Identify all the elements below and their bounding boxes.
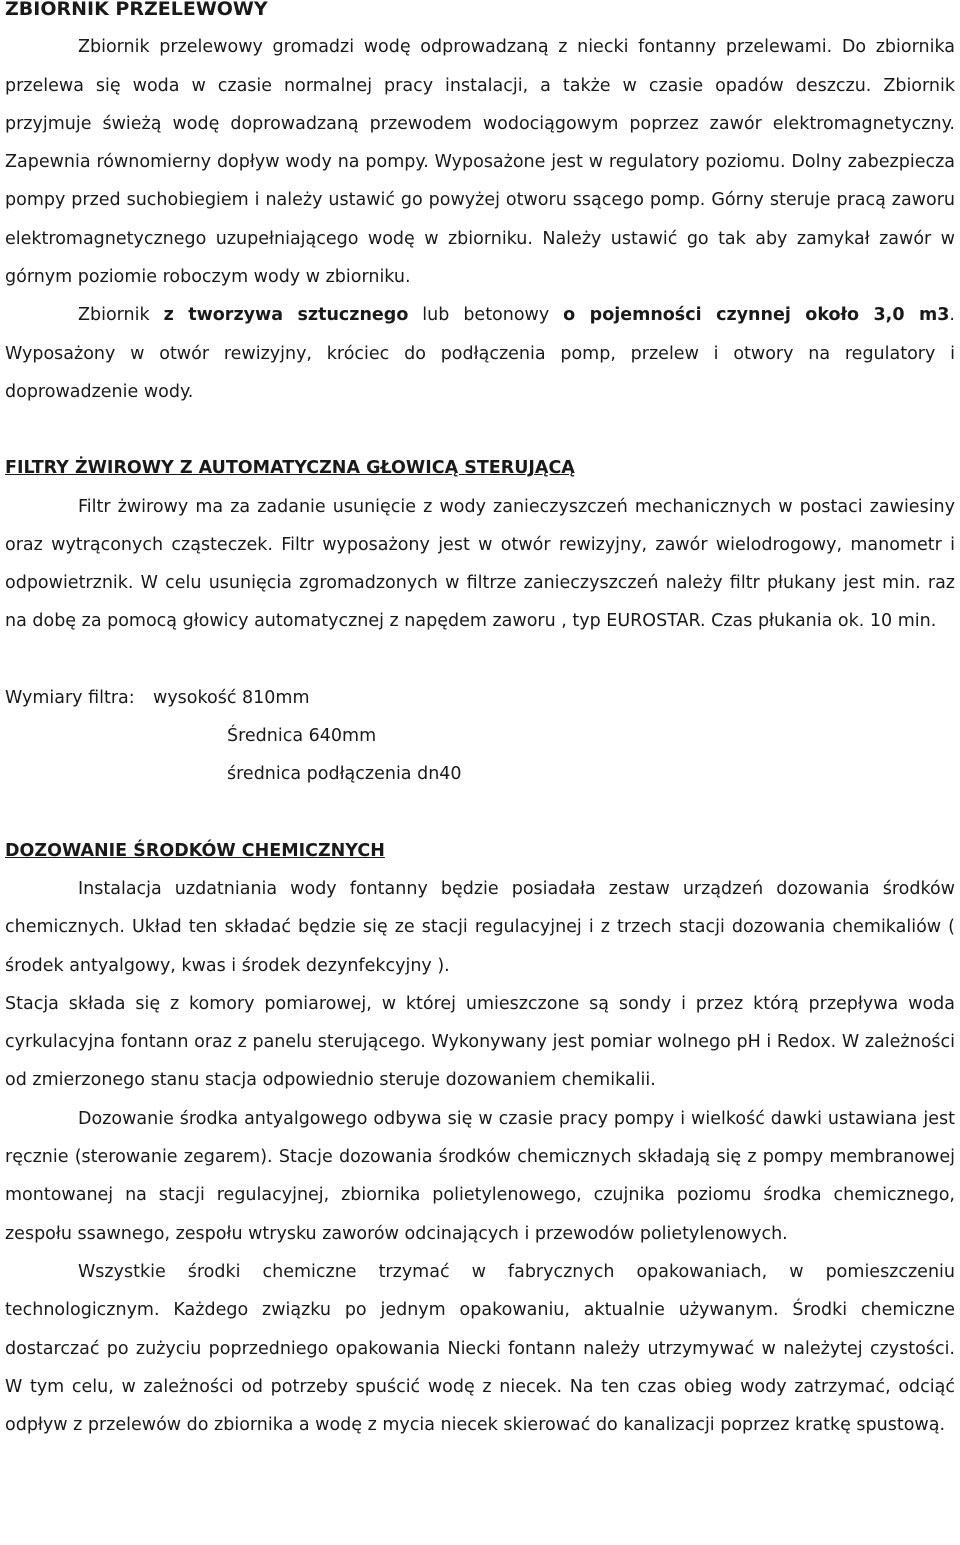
dimension-height: wysokość 810mm <box>153 687 310 708</box>
bold-capacity: o pojemności czynnej około 3,0 m3 <box>563 305 950 326</box>
dimension-row-diameter <box>5 717 955 755</box>
dimension-row-height <box>5 679 955 717</box>
paragraph-dozowanie-4: Wszystkie środki chemiczne trzymać w fabrycznych opakowaniach, w pomieszczeniu technologicznym. Każdego związku po jednym opakowaniu, aktualnie używanym. Środki chemiczne dostarczać po zużyciu poprzedniego opakowania Niecki fontann należy utrzymywać w należytej czystości. W tym celu, w zależności od potrzeby spuścić wodę z niecek. Na ten czas obieg wody zatrzymać, odciąć odpływ z przelewów do zbiornika a wodę z mycia niecek skierować do kanalizacji poprzez kratkę spustową. <box>5 1261 955 1436</box>
text-span: Zbiornik <box>78 305 164 326</box>
dimension-connection: średnica podłączenia dn40 <box>227 764 462 785</box>
dimensions-label: Wymiary filtra: <box>5 687 135 708</box>
paragraph-dozowanie-3: Dozowanie środka antyalgowego odbywa się w czasie pracy pompy i wielkość dawki ustawiana jest ręcznie (sterowanie zegarem). Stacje dozowania środków chemicznych składają się z pompy membranowej montowanej na stacji regulacyjnej, zbiornika polietylenowego, czujnika poziomu środka chemicznego, zespołu ssawnego, zespołu wtrysku zaworów odcinających i przewodów polietylenowych. <box>5 1108 955 1244</box>
spacer <box>5 794 955 832</box>
paragraph-zbiornik-1: Zbiornik przelewowy gromadzi wodę odprowadzaną z niecki fontanny przelewami. Do zbiornika przelewa się woda w czasie normalnej pracy instalacji, a także w czasie opadów deszczu. Zbiornik przyjmuje świeżą wodę doprowadzaną przewodem wodociągowym poprzez zawór elektromagnetyczny. Zapewnia równomierny dopływ wody na pompy. Wyposażone jest w regulatory poziomu. Dolny zabezpiecza pompy przed suchobiegiem i należy ustawić go powyżej otworu ssącego pomp. Górny steruje pracą zaworu elektromagnetycznego uzupełniającego wodę w zbiorniku. Należy ustawić go tak aby zamykał zawór w górnym poziomie roboczym wody w zbiorniku. <box>5 37 955 288</box>
text-span: lub betonowy <box>408 305 564 326</box>
paragraph-filtry-1: Filtr żwirowy ma za zadanie usunięcie z wody zanieczyszczeń mechanicznych w postaci zawiesiny oraz wytrąconych cząsteczek. Filtr wyposażony jest w otwór rewizyjny, zawór wielodrogowy, manometr i odpowietrznik. W celu usunięcia zgromadzonych w filtrze zanieczyszczeń należy filtr płukany jest min. raz na dobę za pomocą głowicy automatycznej z napędem zaworu , typ EUROSTAR. Czas płukania ok. 10 min. <box>5 496 955 632</box>
paragraph-zbiornik-2 <box>5 296 955 411</box>
spacer <box>5 411 955 449</box>
section-title-zbiornik: ZBIORNIK PRZELEWOWY <box>5 0 268 20</box>
dimension-row-connection <box>5 755 955 793</box>
paragraph-dozowanie-2: Stacja składa się z komory pomiarowej, w której umieszczone są sondy i przez którą przepływa woda cyrkulacyjna fontann oraz z panelu sterującego. Wykonywany jest pomiar wolnego pH i Redox. W zależności od zmierzonego stanu stacja odpowiednio steruje dozowaniem chemikalii. <box>5 993 955 1091</box>
bold-material: z tworzywa sztucznego <box>163 305 409 326</box>
spacer <box>5 641 955 679</box>
dimension-diameter: Średnica 640mm <box>227 726 377 747</box>
text-span: . Wyposażony w otwór rewizyjny, króciec do podłączenia pomp, przelew i otwory na regulatory i doprowadzenie wody. <box>5 305 955 402</box>
paragraph-dozowanie-1: Instalacja uzdatniania wody fontanny będzie posiadała zestaw urządzeń dozowania środków chemicznych. Układ ten składać będzie się ze stacji regulacyjnej i z trzech stacji dozowania chemikaliów ( środek antyalgowy, kwas i środek dezynfekcyjny ). <box>5 878 955 976</box>
section-title-filtry: FILTRY ŻWIROWY Z AUTOMATYCZNA GŁOWICĄ STERUJĄCĄ <box>5 458 575 479</box>
section-title-dozowanie: DOZOWANIE ŚRODKÓW CHEMICZNYCH <box>5 840 385 861</box>
